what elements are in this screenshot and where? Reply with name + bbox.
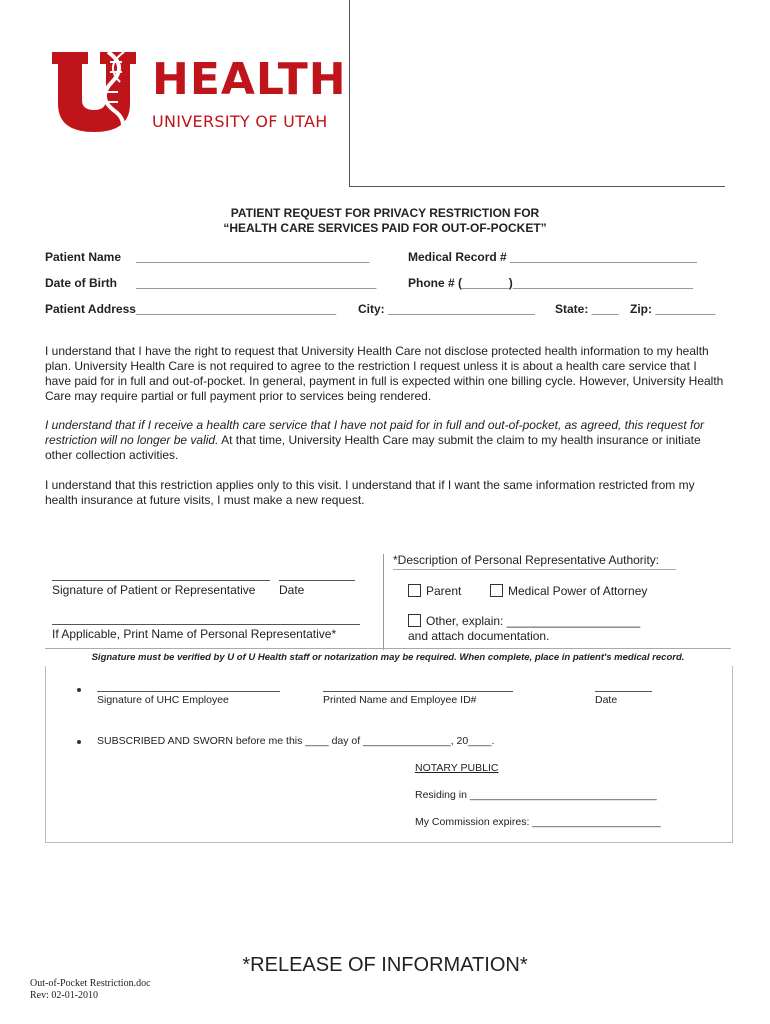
top-right-box — [349, 0, 725, 187]
phone-field[interactable]: Phone # (_______)___________________________ — [408, 276, 693, 290]
paragraph-this-visit-only: I understand that this restriction applies only to this visit. I understand that if I want the same information restricted from my health insurance at future visits, I must make a new request. — [45, 478, 695, 507]
medical-record-field[interactable]: Medical Record # ____________________________ — [408, 250, 697, 264]
footer-doc-name: Out-of-Pocket Restriction.doc — [30, 978, 151, 989]
paragraph-not-paid-italic: I understand that if I receive a health care service that I have not paid for in full and out-of-pocket, as agreed, this request for restriction will no longer be valid. — [45, 418, 705, 447]
other-checkbox[interactable] — [408, 614, 421, 627]
paragraph-not-paid-rest: At that time, University Health Care may submit the claim to my health insurance or initiate other collection activities. — [45, 433, 701, 462]
paragraph-not-paid — [45, 418, 725, 463]
patient-signature-label: Signature of Patient or Representative — [52, 583, 256, 597]
bullet-icon — [77, 740, 81, 744]
bullet-icon — [77, 688, 81, 692]
patient-date-label: Date — [279, 583, 305, 597]
medical-power-of-attorney-checkbox[interactable] — [490, 584, 503, 597]
attach-documentation-label: and attach documentation. — [408, 629, 550, 643]
zip-field[interactable]: Zip: _________ — [630, 302, 716, 316]
staff-date-label: Date — [595, 694, 618, 706]
patient-name-label: Patient Name — [45, 250, 122, 264]
printed-name-label: Printed Name and Employee ID# — [323, 694, 477, 706]
representative-name-label: If Applicable, Print Name of Personal Representative* — [52, 627, 337, 641]
verification-note: Signature must be verified by U of U Health staff or notarization may be required. When complete, place in patient's medical record. — [91, 652, 685, 663]
patient-name-field[interactable]: ___________________________________ — [136, 250, 370, 264]
authority-title-underline — [393, 569, 676, 570]
logo-health-text: HEALTH — [152, 54, 347, 105]
sworn-statement[interactable]: SUBSCRIBED AND SWORN before me this ____ day of _______________, 20____. — [97, 735, 495, 747]
representative-name-line[interactable] — [52, 624, 360, 625]
patient-signature-line[interactable] — [52, 580, 270, 581]
form-title-line2: “HEALTH CARE SERVICES PAID FOR OUT-OF-POCKET” — [223, 221, 547, 235]
medical-power-of-attorney-label: Medical Power of Attorney — [508, 584, 648, 598]
release-of-information-heading: *RELEASE OF INFORMATION* — [242, 954, 528, 976]
notary-public-label: NOTARY PUBLIC — [415, 762, 499, 774]
patient-date-line[interactable] — [279, 580, 355, 581]
residing-in-field[interactable]: Residing in ________________________________ — [415, 789, 657, 801]
commission-expires-field[interactable]: My Commission expires: ______________________ — [415, 816, 661, 828]
state-field[interactable]: State: ____ — [555, 302, 619, 316]
parent-label: Parent — [426, 584, 462, 598]
staff-date-line[interactable] — [595, 691, 652, 692]
paragraph-right-to-request: I understand that I have the right to request that University Health Care not disclose protected health information to my health plan. University Health Care is not required to agree to the restriction I request unless it is about a health care service that I have paid for in full and out-of-pocket. In general, payment in full is expected within one billing cycle. However, University Health Care may require partial or full payment prior to services being rendered. — [45, 344, 724, 403]
signature-divider — [383, 554, 384, 650]
logo-university-text: UNIVERSITY OF UTAH — [152, 112, 328, 131]
printed-name-line[interactable] — [323, 691, 513, 692]
dob-field[interactable]: ____________________________________ — [136, 276, 377, 290]
uhc-signature-label: Signature of UHC Employee — [97, 694, 229, 706]
footer-revision: Rev: 02-01-2010 — [30, 990, 99, 1001]
verify-rule-top — [45, 648, 731, 649]
uhc-signature-line[interactable] — [97, 691, 280, 692]
dob-label: Date of Birth — [45, 276, 117, 290]
city-field[interactable]: City: ______________________ — [358, 302, 535, 316]
patient-address-field[interactable]: Patient Address______________________________ — [45, 302, 337, 316]
other-explain-field[interactable]: Other, explain: ____________________ — [426, 614, 641, 628]
authority-title: *Description of Personal Representative Authority: — [393, 553, 660, 567]
parent-checkbox[interactable] — [408, 584, 421, 597]
form-title-line1: PATIENT REQUEST FOR PRIVACY RESTRICTION FOR — [230, 206, 540, 220]
